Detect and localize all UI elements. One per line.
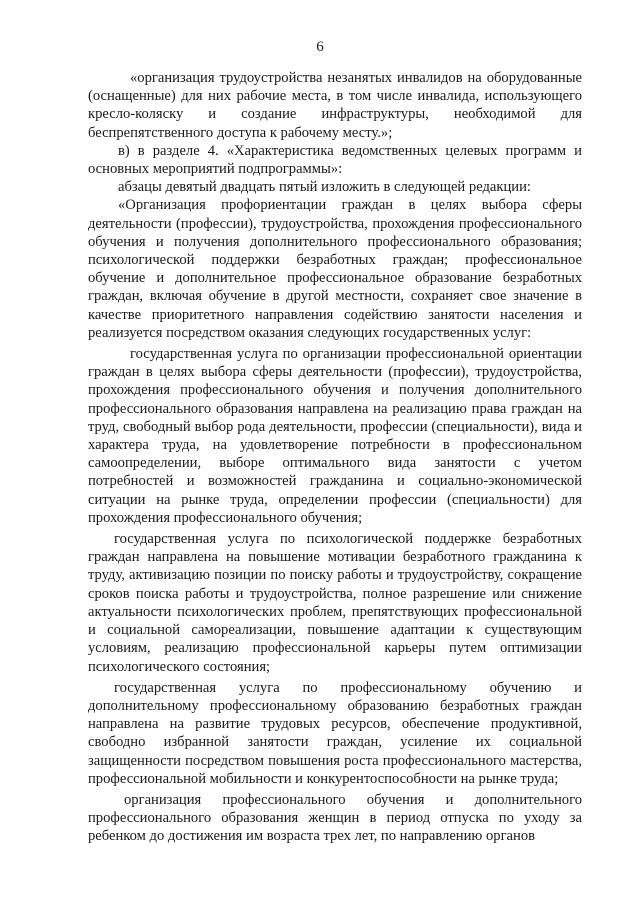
paragraph-career-orientation-service: государственная услуга по организации профессиональной ориентации граждан в целях выбора сферы деятельности (профессии), трудоустройства, прохождения профессионального обучения и получения дополнительного профессионального образования направлена на реализацию права граждан на труд, свободный выбор рода деятельности, профессии (специальности), вида и характера труда, на удовлетворение потребности в профессиональном самоопределении, выборе оптимального вида занятости с учетом потребностей и возможностей гражданина и социально-экономической ситуации на рынке труда, определении профессии (специальности) для прохождения профессионального обучения; — [88, 346, 582, 526]
page-number: 6 — [316, 39, 324, 55]
paragraph-women-training: организация профессионального обучения и дополнительного профессионального образования женщин в период отпуска по уходу за ребенком до достижения им возраста трех лет, по направлению органов — [88, 791, 582, 845]
paragraph-career-guidance-intro: «Организация профориентации граждан в целях выбора сферы деятельности (профессии), трудоустройства, прохождения профессионального обучения и получения дополнительного профессионального образования; психологической поддержки безработных граждан; профессиональное обучение и дополнительное профессиональное образование безработных граждан, включая обучение в другой местности, сохраняет свое значение в качестве приоритетного направления содействию занятости населения и реализуется посредством оказания следующих государственных услуг: — [88, 197, 582, 341]
paragraph-disabled-employment: «организация трудоустройства незанятых инвалидов на оборудованные (оснащенные) для них рабочие места, в том числе инвалида, использующего кресло-коляску и создание инфраструктуры, необходимой для беспрепятственного доступа к рабочему месту.»; — [88, 70, 582, 141]
paragraph-amendment-instruction: абзацы девятый двадцать пятый изложить в следующей редакции: — [118, 179, 531, 196]
paragraph-section-4-reference: в) в разделе 4. «Характеристика ведомственных целевых программ и основных мероприятий подпрограммы»: — [88, 142, 582, 178]
paragraph-vocational-training-service: государственная услуга по профессиональному обучению и дополнительному профессиональному образованию безработных граждан направлена на развитие трудовых ресурсов, обеспечение продуктивной, свободно избранной занятости граждан, усиление их социальной защищенности посредством повышения роста профессионального мастерства, профессиональной мобильности и конкурентоспособности на рынке труда; — [88, 679, 582, 787]
document-body — [88, 69, 582, 846]
paragraph-psychological-support-service: государственная услуга по психологической поддержке безработных граждан направлена на повышение мотивации безработного гражданина к труду, активизацию позиции по поиску работы и трудоустройству, сокращение сроков поиска работы и трудоустройства, полное разрешение или снижение актуальности психологических проблем, препятствующих профессиональной и социальной самореализации, повышение адаптации к существующим условиям, реализацию профессиональной карьеры путем оптимизации психологического состояния; — [88, 531, 582, 675]
